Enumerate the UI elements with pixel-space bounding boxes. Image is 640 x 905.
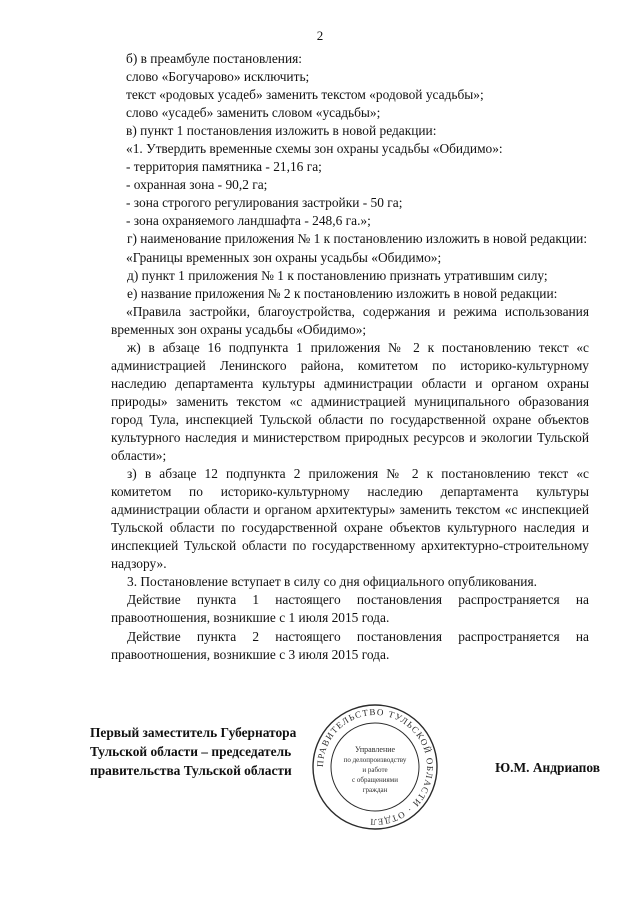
stamp-text: и работе [362,766,388,774]
paragraph: «Правила застройки, благоустройства, содержания и режима использования временных зон охраны усадьбы «Обидимо»; [111,303,589,337]
signatory-title-line: Первый заместитель Губернатора [90,725,297,740]
stamp-text: с обращениями [352,776,398,784]
signatory-title [90,723,296,780]
paragraph: - зона строгого регулирования застройки - 50 га; [126,195,403,211]
stamp-text: Управление [354,745,396,754]
signatory-name: Ю.М. Андриапов [495,760,600,775]
paragraph: ж) в абзаце 16 подпункта 1 приложения № 2 к постановлению текст «с администрацией Ленинского района, комитетом по историко-культурному наследию департамента культуры администрации области и органом охраны природы» заменить текстом «с администрацией муниципального образования город Тула, инспекцией Тульской области по государственной охране объектов культурного наследия и министерством природных ресурсов и экологии Тульской области»; [111,339,589,464]
paragraph: Действие пункта 1 настоящего постановления распространяется на правоотношения, возникшие с 1 июля 2015 года. [111,592,589,626]
paragraph: б) в преамбуле постановления: [126,51,303,66]
paragraph: слово «Богучарово» исключить; [126,69,310,85]
paragraph: - территория памятника - 21,16 га; [126,159,322,175]
paragraph: - зона охраняемого ландшафта - 248,6 га.»; [126,213,371,229]
paragraph: слово «усадеб» заменить словом «усадьбы»; [126,105,381,121]
document-body [111,50,589,664]
paragraph: «1. Утвердить временные схемы зон охраны усадьбы «Обидимо»: [126,141,503,157]
stamp-graphic [310,702,440,832]
stamp-text: по делопроизводству [343,756,407,764]
signatory-title-line: правительства Тульской области [90,763,292,778]
paragraph: г) наименование приложения № 1 к постановлению изложить в новой редакции: [127,231,588,247]
paragraph: Действие пункта 2 настоящего постановления распространяется на правоотношения, возникшие с 3 июля 2015 года. [111,628,589,662]
paragraph: текст «родовых усадеб» заменить текстом «родовой усадьбы»; [126,87,484,103]
paragraph: 3. Постановление вступает в силу со дня официального опубликования. [127,574,537,590]
paragraph: в) пункт 1 постановления изложить в новой редакции: [126,123,437,139]
stamp-text: граждан [362,786,388,794]
paragraph: - охранная зона - 90,2 га; [126,177,268,193]
page-number: 2 [316,28,324,43]
signatory-title-line: Тульской области – председатель [90,744,292,759]
paragraph: «Границы временных зон охраны усадьбы «Обидимо»; [126,249,442,265]
official-stamp [310,702,440,832]
paragraph: е) название приложения № 2 к постановлению изложить в новой редакции: [127,285,558,301]
paragraph: д) пункт 1 приложения № 1 к постановлению признать утратившим силу; [127,267,548,283]
paragraph: з) в абзаце 12 подпункта 2 приложения № 2 к постановлению текст «с комитетом по историко-культурному наследию департамента культуры администрации области и органом архитектуры» заменить текстом «с инспекцией Тульской области по государственной охране объектов культурного наследия и инспекцией Тульской области по государственному архитектурно-строительному надзору». [111,466,589,572]
stamp-ring-text: ПРАВИТЕЛЬСТВО ТУЛЬСКОЙ ОБЛАСТИ · ОТДЕЛ [314,706,436,828]
